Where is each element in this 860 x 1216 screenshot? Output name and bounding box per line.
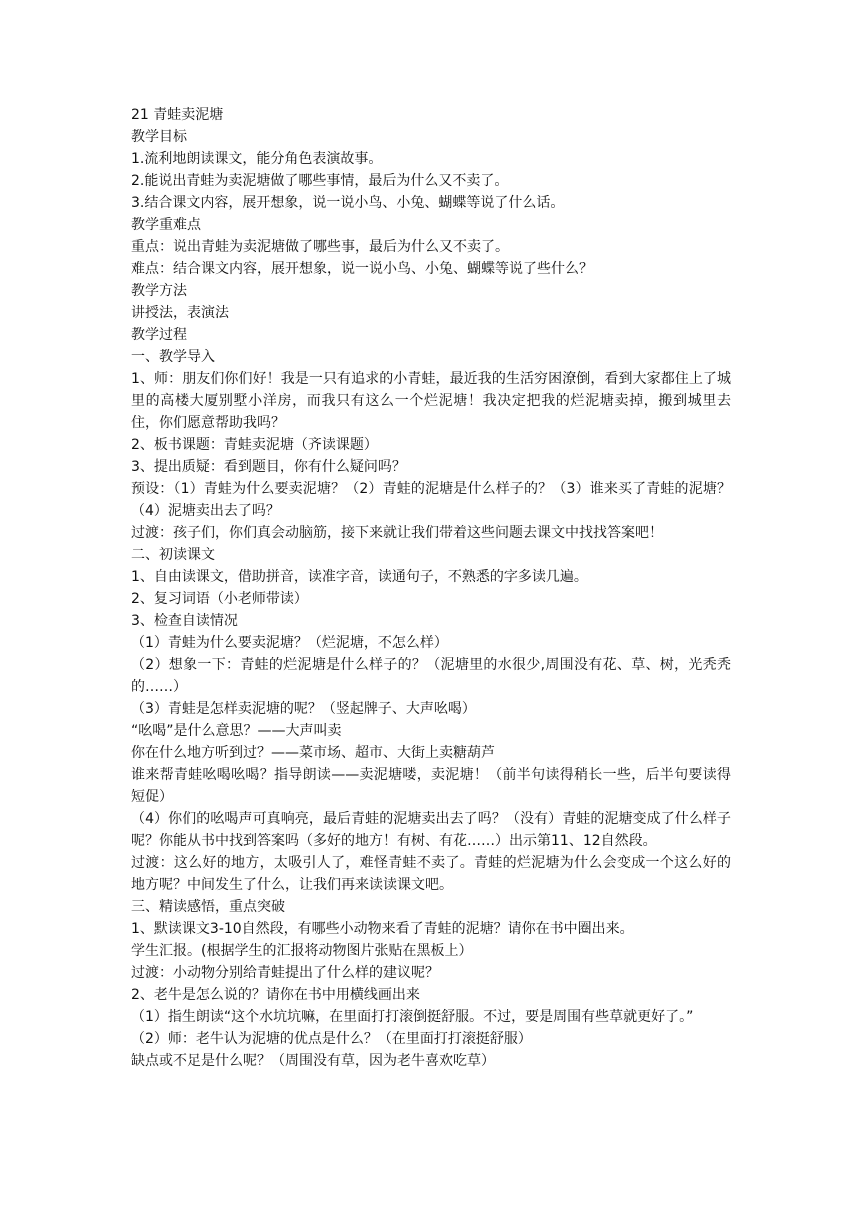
document-body: [131, 126, 731, 1072]
part-heading-first-reading: 二、初读课文: [131, 547, 215, 563]
section-heading-key-points: 教学重难点: [131, 217, 201, 233]
paragraph: 1、师：朋友们你们好！我是一只有追求的小青蛙，最近我的生活穷困潦倒，看到大家都住上了城里的高楼大厦别墅小洋房，而我只有这么一个烂泥塘！我决定把我的烂泥塘卖掉，搬到城里去住，你们愿意帮助我吗？: [131, 371, 731, 431]
difficult-point: 难点：结合课文内容，展开想象，说一说小鸟、小兔、蝴蝶等说了些什么？: [131, 261, 593, 277]
paragraph: 2、老牛是怎么说的？请你在书中用横线画出来: [131, 987, 420, 1003]
key-point: 重点：说出青蛙为卖泥塘做了哪些事，最后为什么又不卖了。: [131, 239, 509, 255]
paragraph: 过渡：小动物分别给青蛙提出了什么样的建议呢？: [131, 965, 439, 981]
paragraph: 3、提出质疑：看到题目，你有什么疑问吗？: [131, 459, 406, 475]
paragraph: 学生汇报。(根据学生的汇报将动物图片张贴在黑板上）: [131, 943, 473, 959]
goal-item: 1.流利地朗读课文，能分角色表演故事。: [131, 151, 383, 167]
section-heading-process: 教学过程: [131, 327, 187, 343]
methods-text: 讲授法，表演法: [131, 305, 229, 321]
document-title: 21 青蛙卖泥塘: [131, 107, 224, 123]
paragraph: 缺点或不足是什么呢？（周围没有草，因为老牛喜欢吃草）: [131, 1053, 495, 1069]
part-heading-close-reading: 三、精读感悟，重点突破: [131, 899, 285, 915]
paragraph: 2、板书课题：青蛙卖泥塘（齐读课题）: [131, 437, 378, 453]
paragraph: 1、默读课文3-10自然段，有哪些小动物来看了青蛙的泥塘？请你在书中圈出来。: [131, 921, 634, 937]
paragraph: （2）师：老牛认为泥塘的优点是什么？（在里面打打滚挺舒服）: [131, 1031, 532, 1047]
paragraph: （4）你们的吆喝声可真响亮，最后青蛙的泥塘卖出去了吗？（没有）青蛙的泥塘变成了什么样子呢？你能从书中找到答案吗（多好的地方！有树、有花……）出示第11、12自然段。: [131, 811, 731, 849]
paragraph: 过渡：这么好的地方，太吸引人了，难怪青蛙不卖了。青蛙的烂泥塘为什么会变成一个这么好的地方呢？中间发生了什么，让我们再来读读课文吧。: [131, 855, 731, 893]
part-heading-intro: 一、教学导入: [131, 349, 215, 365]
document-page: [131, 104, 731, 1072]
goal-item: 2.能说出青蛙为卖泥塘做了哪些事情，最后为什么又不卖了。: [131, 173, 509, 189]
paragraph: 2、复习词语（小老师带读）: [131, 591, 308, 607]
paragraph: “吆喝”是什么意思？——大声叫卖: [131, 723, 342, 739]
paragraph: 谁来帮青蛙吆喝吆喝？指导朗读——卖泥塘喽，卖泥塘！（前半句读得稍长一些，后半句要读得短促）: [131, 767, 731, 805]
paragraph: （3）青蛙是怎样卖泥塘的呢？（竖起牌子、大声吆喝）: [131, 701, 476, 717]
section-heading-methods: 教学方法: [131, 283, 187, 299]
paragraph: 3、检查自读情况: [131, 613, 238, 629]
goal-item: 3.结合课文内容，展开想象，说一说小鸟、小兔、蝴蝶等说了什么话。: [131, 195, 565, 211]
paragraph: 1、自由读课文，借助拼音，读准字音，读通句子，不熟悉的字多读几遍。: [131, 569, 588, 585]
paragraph: 预设：（1）青蛙为什么要卖泥塘？（2）青蛙的泥塘是什么样子的？（3）谁来买了青蛙的泥塘？（4）泥塘卖出去了吗？: [131, 481, 731, 519]
paragraph: （1）青蛙为什么要卖泥塘？（烂泥塘，不怎么样）: [131, 635, 448, 651]
paragraph: 过渡：孩子们，你们真会动脑筋，接下来就让我们带着这些问题去课文中找找答案吧！: [131, 525, 663, 541]
paragraph: （2）想象一下：青蛙的烂泥塘是什么样子的？（泥塘里的水很少,周围没有花、草、树，光秃秃的……）: [131, 657, 731, 695]
paragraph: （1）指生朗读“这个水坑坑嘛，在里面打打滚倒挺舒服。不过，要是周围有些草就更好了。”: [131, 1009, 694, 1025]
paragraph: 你在什么地方听到过？——菜市场、超市、大街上卖糖葫芦: [131, 745, 495, 761]
section-heading-goals: 教学目标: [131, 129, 187, 145]
